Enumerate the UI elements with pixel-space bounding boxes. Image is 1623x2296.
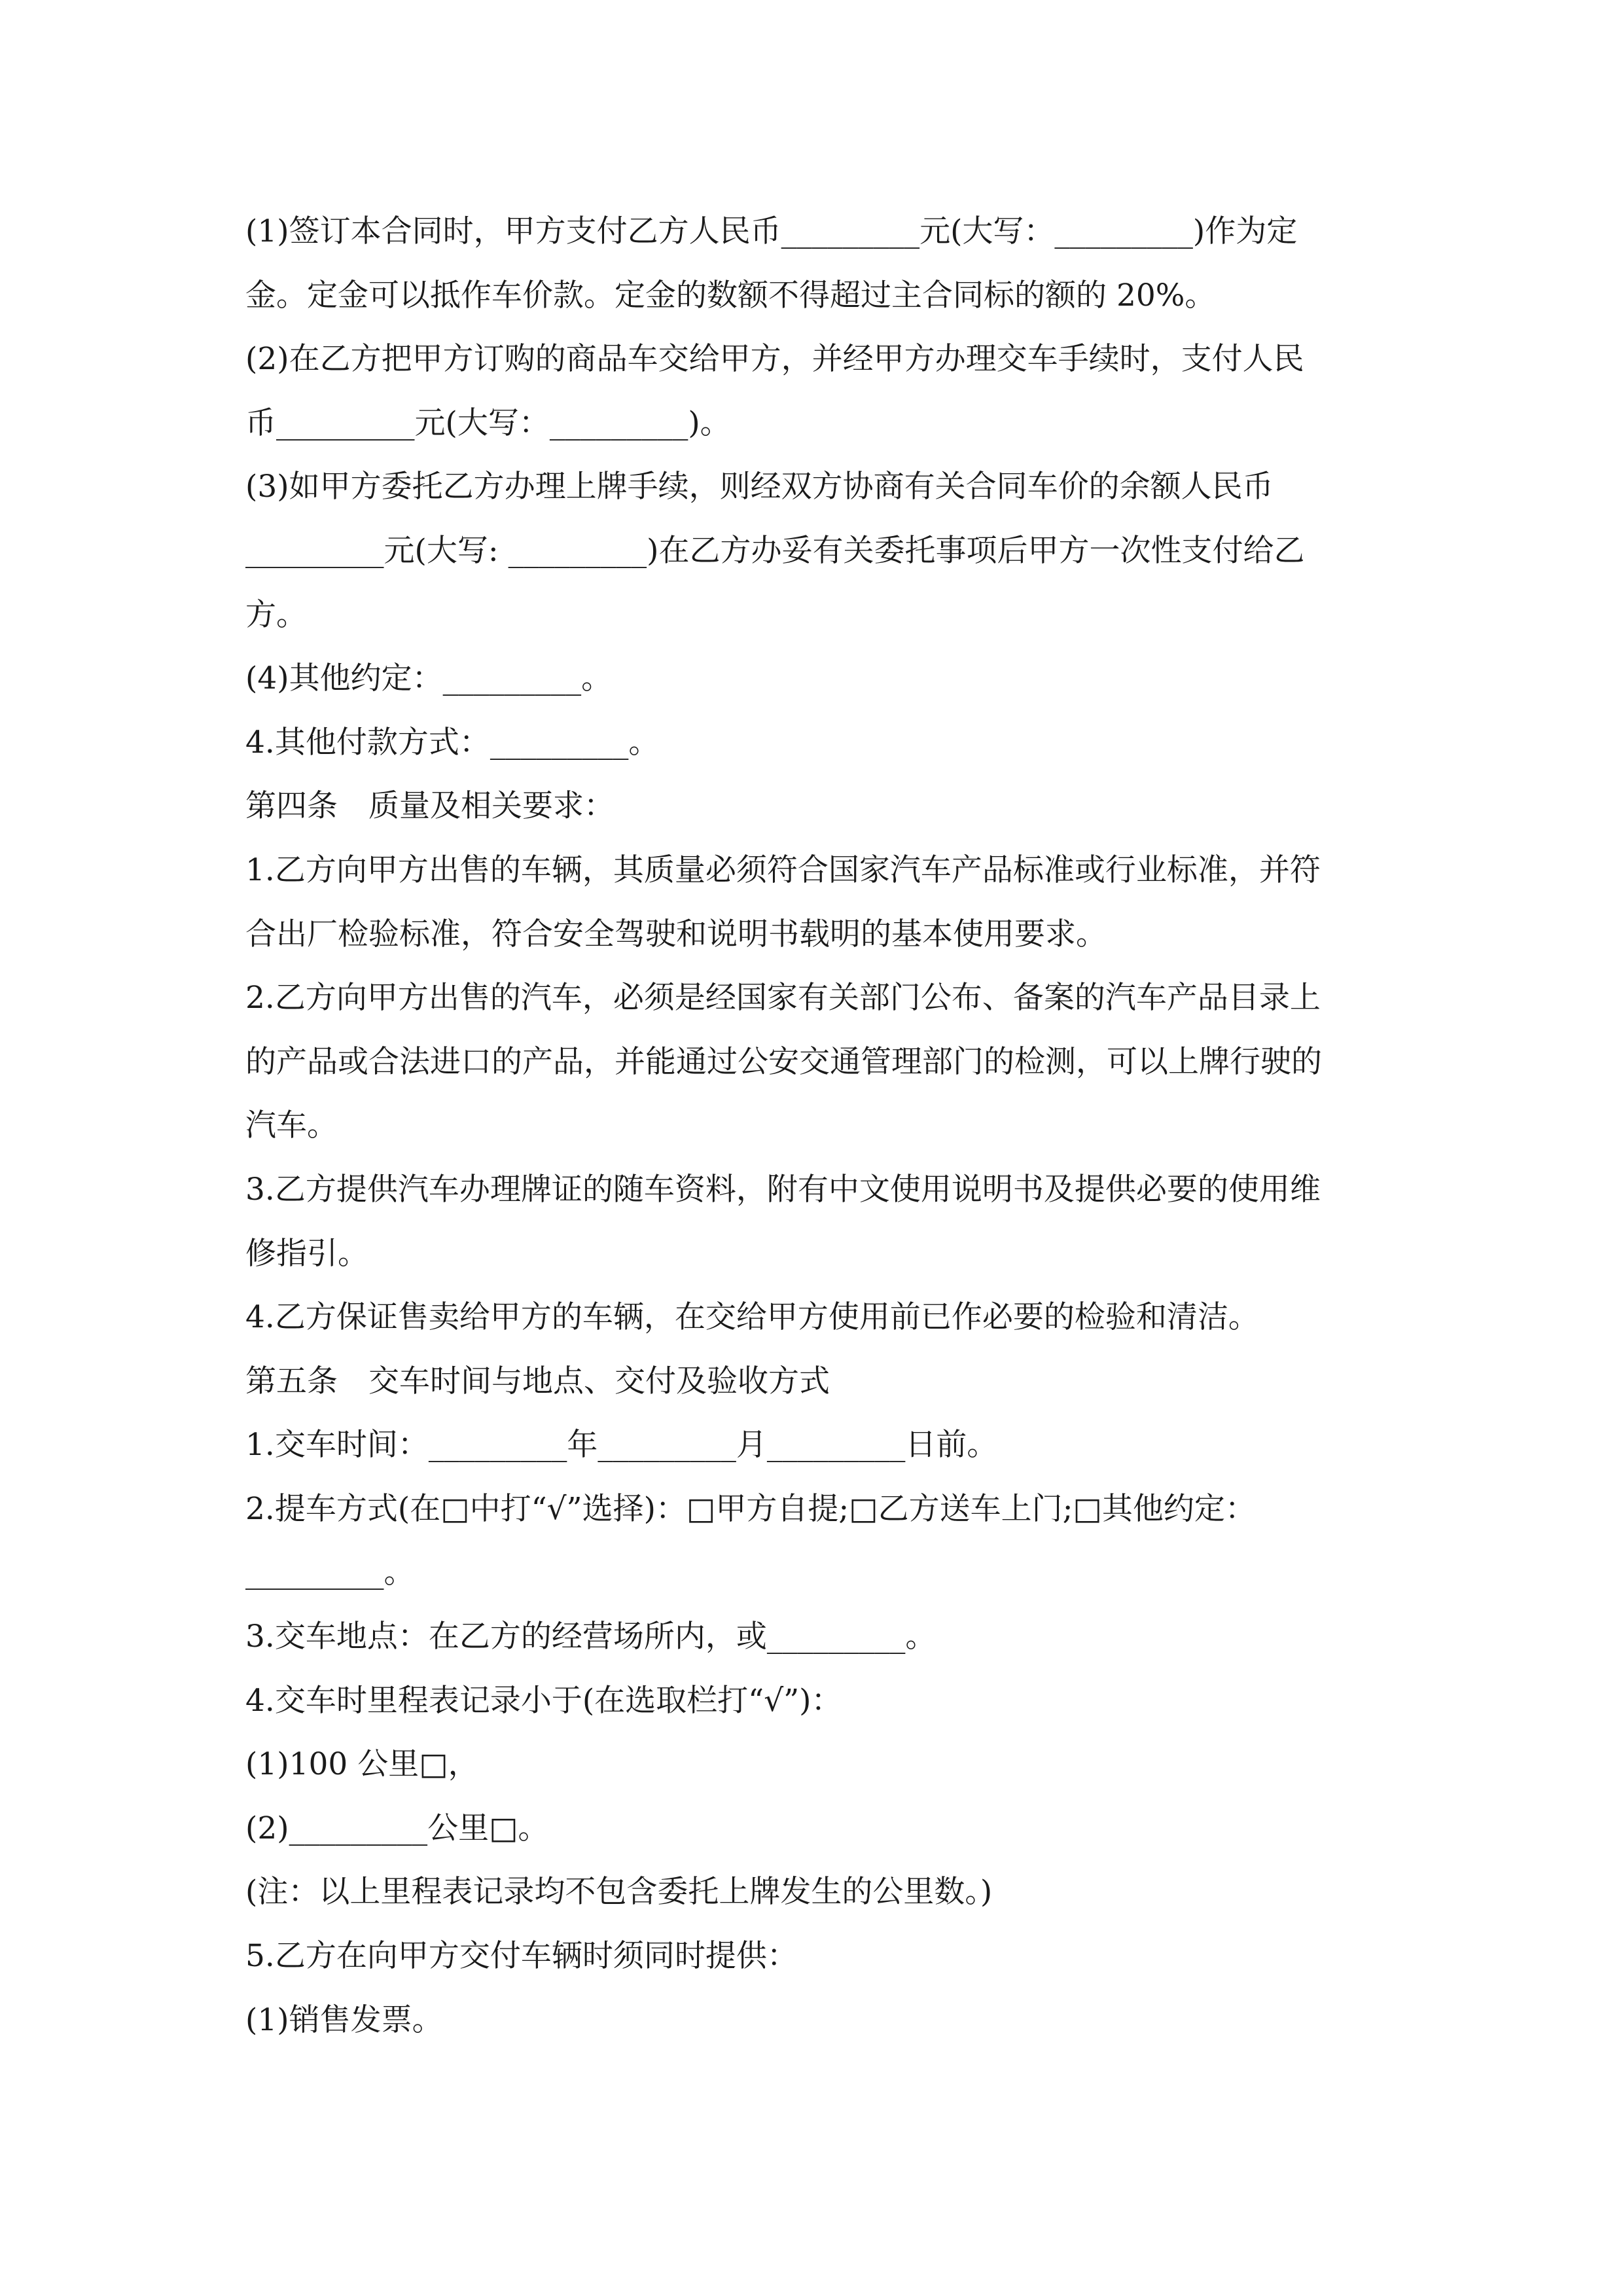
text-line: 5.乙方在向甲方交付车辆时须同时提供： (245, 1938, 798, 1975)
text-line: (1)销售发票。 (245, 2001, 443, 2038)
text-line: (1)签订本合同时，甲方支付乙方人民币_________元(大写：_________)作为定 (245, 213, 1298, 249)
text-line: 方。 (245, 596, 307, 633)
text-line: (3)如甲方委托乙方办理上牌手续，则经双方协商有关合同车价的余额人民币 (245, 469, 1274, 505)
text-line: 2.乙方向甲方出售的汽车，必须是经国家有关部门公布、备案的汽车产品目录上 (245, 980, 1321, 1016)
text-line: _________。 (245, 1554, 415, 1591)
text-line: (1)100 公里□， (245, 1746, 479, 1783)
text-line: 1.交车时间：_________年_________月_________日前。 (245, 1427, 998, 1463)
text-line: (2)在乙方把甲方订购的商品车交给甲方，并经甲方办理交车手续时，支付人民 (245, 341, 1304, 378)
text-line: (4)其他约定：_________。 (245, 660, 613, 697)
document-body (245, 200, 1397, 2052)
text-line: 4.乙方保证售卖给甲方的车辆，在交给甲方使用前已作必要的检验和清洁。 (245, 1299, 1259, 1336)
text-line: (注：以上里程表记录均不包含委托上牌发生的公里数。) (245, 1874, 993, 1910)
text-line: 3.交车地点：在乙方的经营场所内，或_________。 (245, 1619, 936, 1655)
section-heading: 第四条 质量及相关要求： (245, 788, 615, 825)
text-line: 3.乙方提供汽车办理牌证的随车资料，附有中文使用说明书及提供必要的使用维 (245, 1171, 1321, 1208)
text-line: 4.交车时里程表记录小于(在选取栏打“√”)： (245, 1682, 842, 1719)
text-line: (2)_________公里□。 (245, 1810, 549, 1846)
text-line: 汽车。 (245, 1107, 338, 1144)
text-line: 修指引。 (245, 1235, 368, 1272)
text-line: 4.其他付款方式：_________。 (245, 724, 660, 761)
section-heading: 第五条 交车时间与地点、交付及验收方式 (245, 1363, 830, 1399)
text-line: 合出厂检验标准，符合安全驾驶和说明书载明的基本使用要求。 (245, 916, 1107, 952)
text-line: 的产品或合法进口的产品，并能通过公安交通管理部门的检测，可以上牌行驶的 (245, 1043, 1322, 1080)
text-line: 币_________元(大写：_________)。 (245, 404, 731, 441)
text-line: 1.乙方向甲方出售的车辆，其质量必须符合国家汽车产品标准或行业标准，并符 (245, 852, 1321, 888)
text-line: 2.提车方式(在□中打“√”选择)：□甲方自提;□乙方送车上门;□其他约定： (245, 1490, 1256, 1527)
text-line: _________元(大写: _________)在乙方办妥有关委托事项后甲方一次性支付给乙 (245, 532, 1305, 569)
text-line: 金。定金可以抵作车价款。定金的数额不得超过主合同标的额的 20%。 (245, 277, 1216, 314)
